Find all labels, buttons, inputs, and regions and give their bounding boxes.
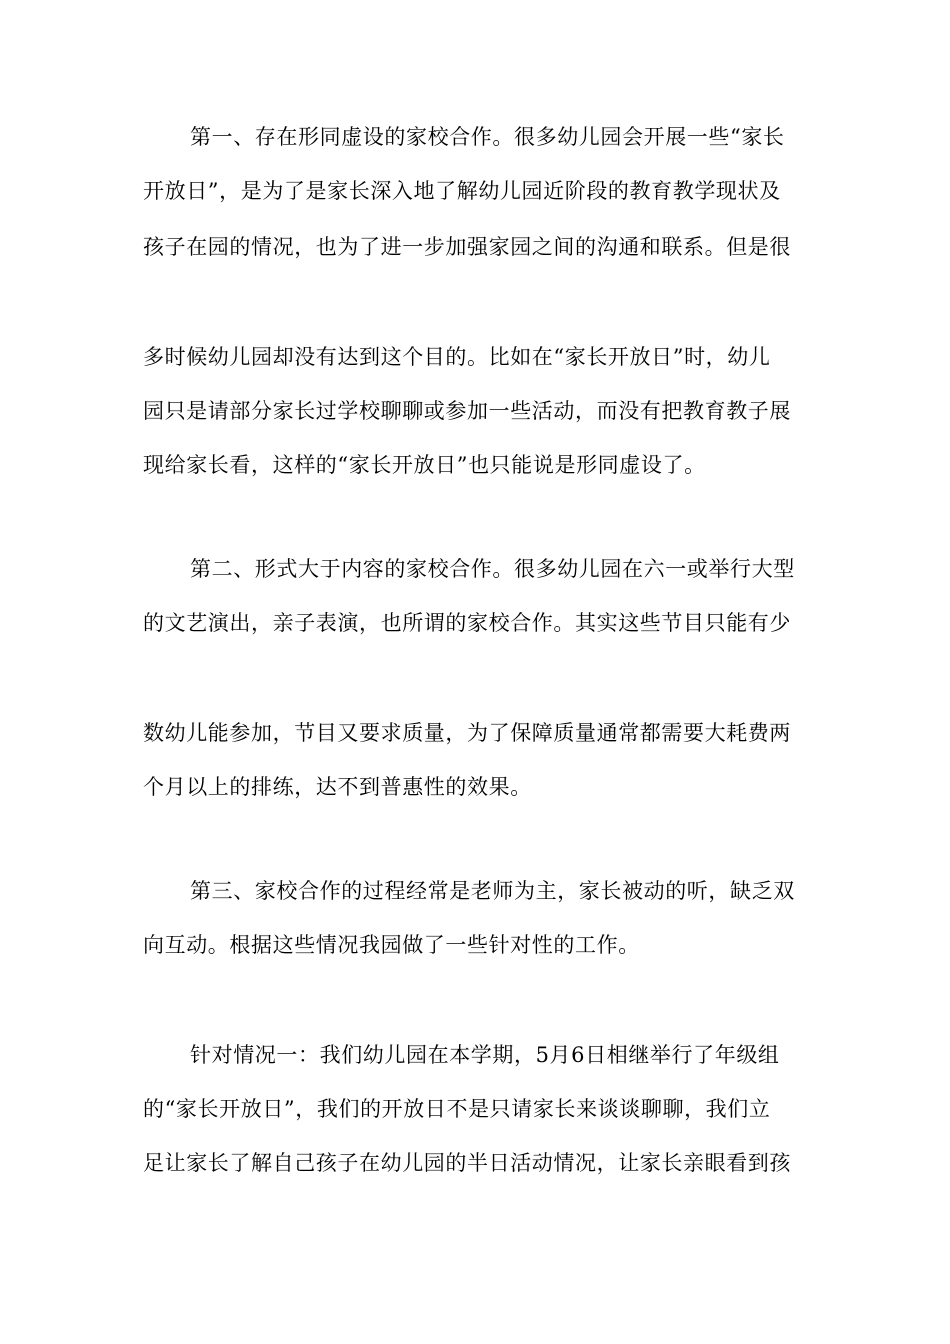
paragraph-1-line-6: 现给家长看，这样的“家长开放日”也只能说是形同虚设了。: [143, 453, 706, 477]
paragraph-1-line-2: 开放日”，是为了是家长深入地了解幼儿园近阶段的教育教学现状及: [143, 179, 781, 203]
paragraph-2-line-2: 的文艺演出，亲子表演，也所谓的家校合作。其实这些节目只能有少: [143, 611, 791, 635]
paragraph-4-line-1: 针对情况一：我们幼儿园在本学期，5月6日相继举行了年级组: [190, 1043, 780, 1067]
paragraph-1-line-5: 园只是请部分家长过学校聊聊或参加一些活动，而没有把教育教子展: [143, 399, 791, 423]
paragraph-3-line-1: 第三、家校合作的过程经常是老师为主，家长被动的听，缺乏双: [190, 879, 795, 903]
paragraph-4-line-3: 足让家长了解自己孩子在幼儿园的半日活动情况，让家长亲眼看到孩: [143, 1151, 791, 1175]
paragraph-2-line-4: 个月以上的排练，达不到普惠性的效果。: [143, 775, 532, 799]
paragraph-4-line-2: 的“家长开放日”，我们的开放日不是只请家长来谈谈聊聊，我们立: [143, 1097, 771, 1121]
paragraph-2-line-1: 第二、形式大于内容的家校合作。很多幼儿园在六一或举行大型: [190, 557, 795, 581]
paragraph-3-line-2: 向互动。根据这些情况我园做了一些针对性的工作。: [143, 933, 640, 957]
paragraph-1-line-4: 多时候幼儿园却没有达到这个目的。比如在“家长开放日”时，幼儿: [143, 345, 771, 369]
paragraph-1-line-3: 孩子在园的情况，也为了进一步加强家园之间的沟通和联系。但是很: [143, 235, 791, 259]
paragraph-2-line-3: 数幼儿能参加，节目又要求质量，为了保障质量通常都需要大耗费两: [143, 721, 791, 745]
paragraph-1-line-1: 第一、存在形同虚设的家校合作。很多幼儿园会开展一些“家长: [190, 125, 785, 149]
